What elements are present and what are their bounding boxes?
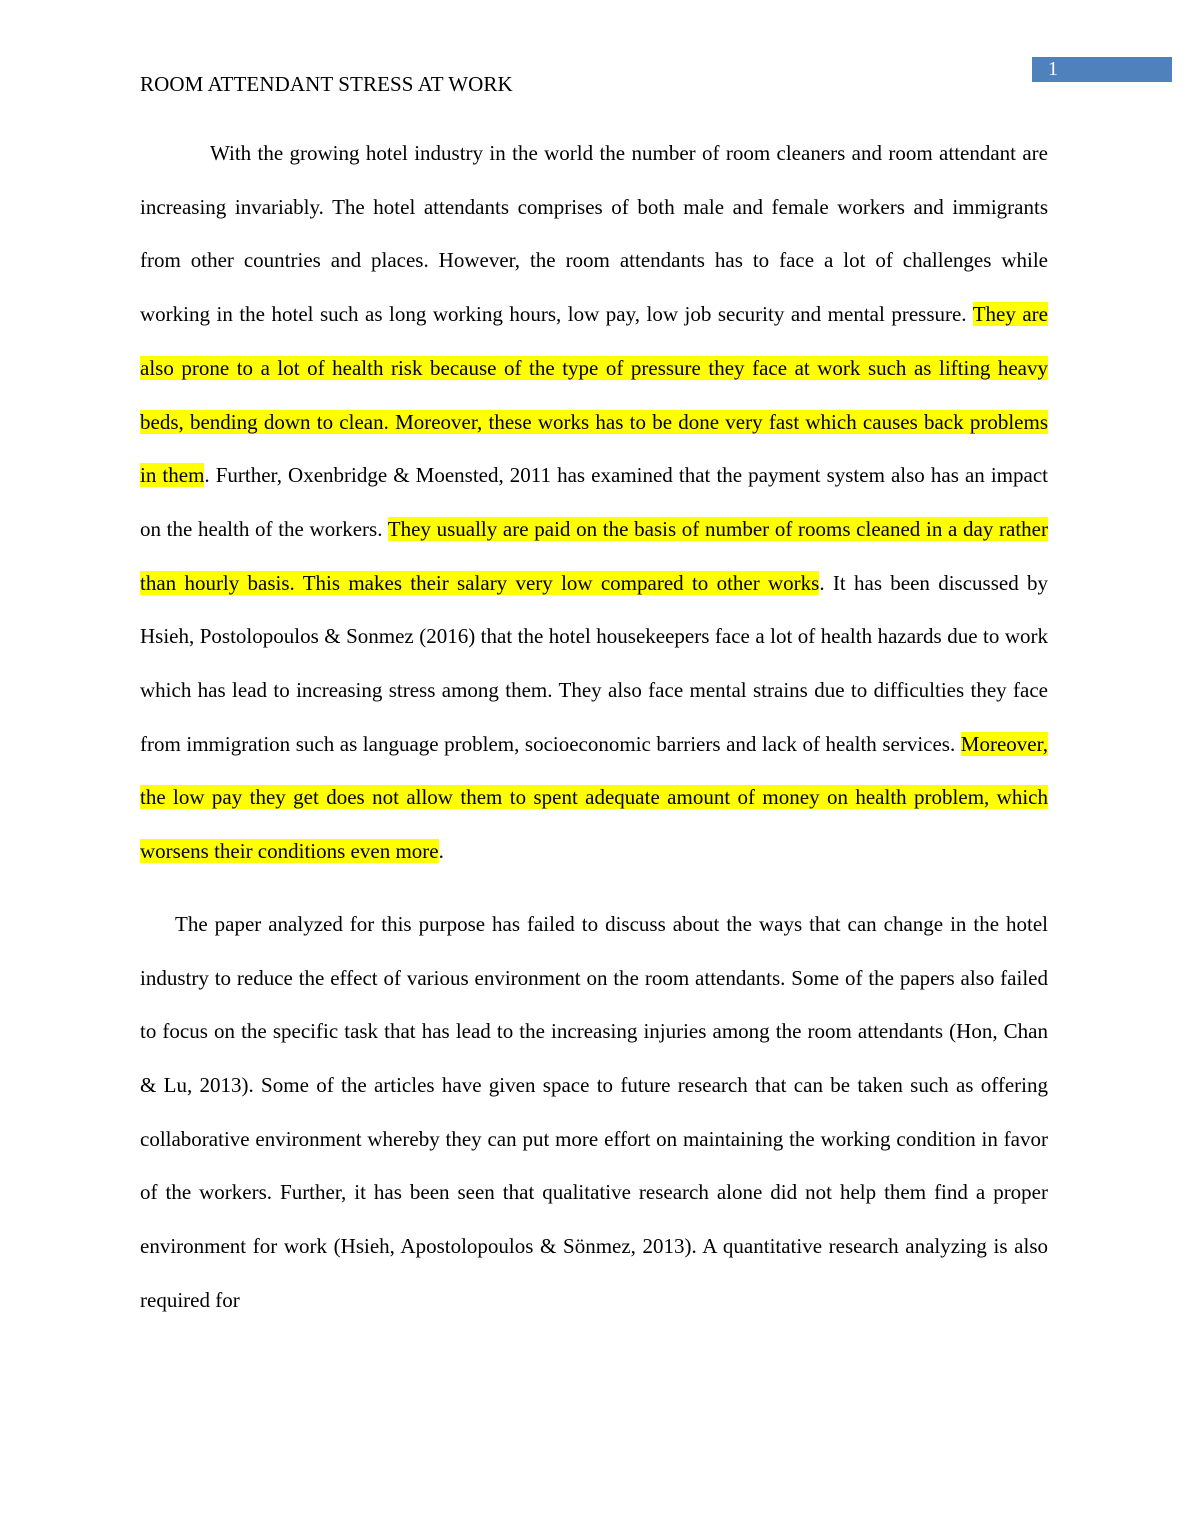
paragraph-2: The paper analyzed for this purpose has failed to discuss about the ways that can change in the hotel industry to reduce the effect of various environment on the room attendants. Some of the papers also failed to focus on the specific task that has lead to the increasing injuries among the room attendants (Hon, Chan & Lu, 2013). Some of the articles have given space to future research that can be taken such as offering collaborative environment whereby they can put more effort on maintaining the working condition in favor of the workers. Further, it has been seen that qualitative research alone did not help them find a proper environment for work (Hsieh, Apostolopoulos & Sönmez, 2013). A quantitative research analyzing is also required for	[140, 911, 1048, 1312]
paragraph-1-text-4: .	[438, 839, 444, 864]
highlight-3: Moreover, the low pay they get does not allow them to spent adequate amount of money on health problem, which worsens their conditions even more	[140, 731, 1048, 864]
paragraph-1-text-3: . It has been discussed by Hsieh, Postolopoulos & Sonmez (2016) that the hotel housekeepers face a lot of health hazards due to work which has lead to increasing stress among them. They also face mental strains due to difficulties they face from immigration such as language problem, socioeconomic barriers and lack of health services.	[140, 570, 1048, 756]
running-head: ROOM ATTENDANT STRESS AT WORK	[140, 72, 513, 96]
highlight-1: They are also prone to a lot of health risk because of the type of pressure they face at work such as lifting heavy beds, bending down to clean. Moreover, these works has to be done very fast which causes back problems in them	[140, 302, 1048, 488]
paragraph-1-text-2: . Further, Oxenbridge & Moensted, 2011 has examined that the payment system also has an impact on the health of the workers.	[140, 463, 1048, 541]
page-number	[1032, 57, 1172, 82]
paragraph-1	[140, 127, 1048, 879]
document-body	[140, 127, 1048, 1327]
highlight-2: They usually are paid on the basis of number of rooms cleaned in a day rather than hourly basis. This makes their salary very low compared to other works	[140, 516, 1048, 595]
paragraph-1-text-1: With the growing hotel industry in the world the number of room cleaners and room attendant are increasing invariably. The hotel attendants comprises of both male and female workers and immigrants from other countries and places. However, the room attendants has to face a lot of challenges while working in the hotel such as long working hours, low pay, low job security and mental pressure.	[140, 141, 1048, 327]
page-number-text: 1	[1048, 58, 1058, 80]
